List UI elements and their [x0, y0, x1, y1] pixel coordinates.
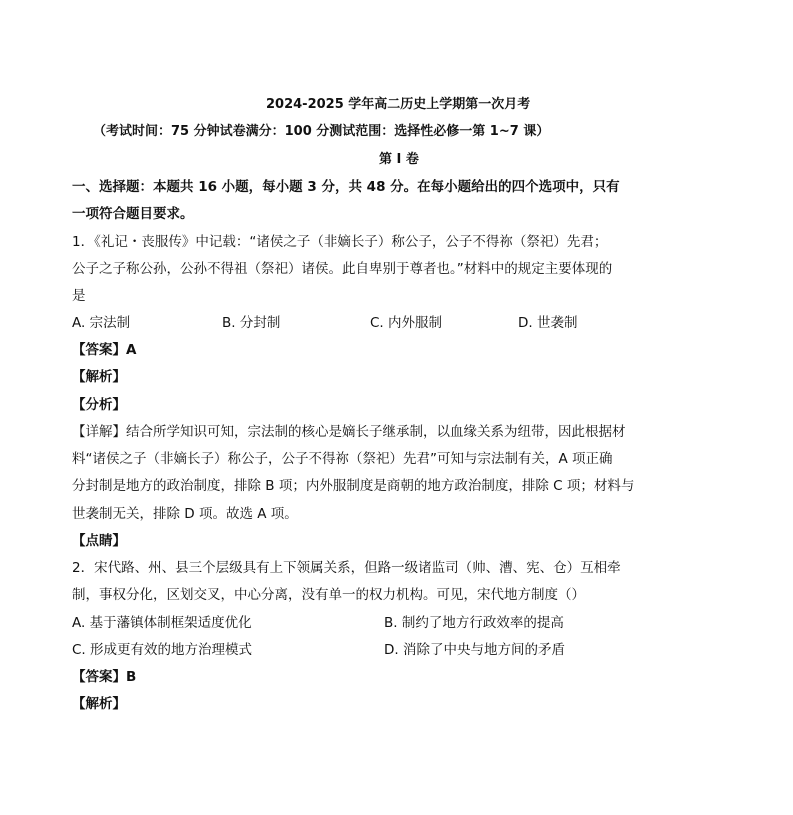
q1-option-d: D. 世袭制 — [518, 315, 578, 331]
q2-option-b: B. 制约了地方行政效率的提高 — [384, 615, 564, 631]
q2-option-a: A. 基于藩镇体制框架适度优化 — [72, 615, 252, 631]
q2-option-d: D. 消除了中央与地方间的矛盾 — [384, 642, 565, 658]
q2-option-c: C. 形成更有效的地方治理模式 — [72, 642, 253, 658]
q1-detail-line3: 分封制是地方的政治制度，排除 B 项；内外服制度是商朝的地方政治制度，排除 C 项；材料与 — [72, 478, 635, 494]
q1-option-c: C. 内外服制 — [370, 315, 443, 331]
exam-info: （考试时间：75 分钟试卷满分：100 分测试范围：选择性必修一第 1~7 课） — [93, 124, 550, 139]
q1-option-a: A. 宗法制 — [72, 315, 131, 331]
q1-detail-line2: 料“诸侯之子（非嫡长子）称公子，公子不得祢（祭祀）先君”可知与宗法制有关，A 项正确 — [72, 451, 613, 467]
q2-analysis-label: 【解析】 — [72, 696, 126, 712]
q2-stem-line1: 2．宋代路、州、县三个层级具有上下领属关系，但路一级诸监司（帅、漕、宪、仓）互相牵 — [72, 560, 621, 576]
q1-analysis-label: 【解析】 — [72, 369, 126, 385]
q1-option-b: B. 分封制 — [222, 315, 281, 331]
q2-stem-line2: 制，事权分化，区划交叉，中心分离，没有单一的权力机构。可见，宋代地方制度（） — [72, 587, 585, 603]
section-instruction-cont: 一项符合题目要求。 — [72, 206, 194, 222]
section-instruction: 一、选择题：本题共 16 小题，每小题 3 分，共 48 分。在每小题给出的四个选项中，只有 — [72, 179, 620, 195]
q1-dianjing-label: 【点睛】 — [72, 533, 126, 549]
q1-answer: 【答案】A — [72, 342, 137, 358]
q1-stem-line2: 公子之子称公孙，公孙不得祖（祭祀）诸侯。此自卑别于尊者也。”材料中的规定主要体现的 — [72, 261, 613, 277]
q1-detail-line4: 世袭制无关，排除 D 项。故选 A 项。 — [72, 506, 298, 522]
q2-answer: 【答案】B — [72, 669, 137, 685]
q1-stem-line3: 是 — [72, 288, 86, 304]
exam-title: 2024-2025 学年高二历史上学期第一次月考 — [266, 97, 531, 112]
q1-stem-line1: 1．《礼记・丧服传》中记载：“诸侯之子（非嫡长子）称公子，公子不得祢（祭祀）先君； — [72, 234, 608, 250]
q1-detail-line1: 【详解】结合所学知识可知，宗法制的核心是嫡长子继承制，以血缘关系为纽带，因此根据材 — [72, 424, 626, 440]
q1-fenxi-label: 【分析】 — [72, 397, 126, 413]
volume-label: 第 I 卷 — [379, 152, 419, 167]
